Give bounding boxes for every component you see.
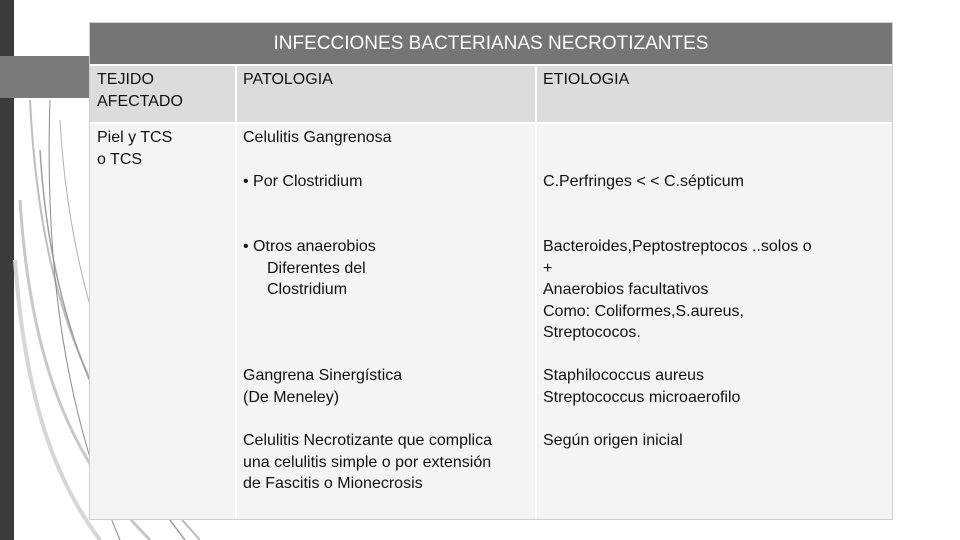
column-divider [235,66,237,519]
etiologia-gangrena-sinergistica: Staphilococcus aureus Streptococcus microaerofilo [543,367,741,406]
header-row [90,66,892,124]
header-patologia: PATOLOGIA [243,71,333,88]
table-title: INFECCIONES BACTERIANAS NECROTIZANTES [90,23,892,66]
celulitis-necrotizante: Celulitis Necrotizante que complica una celulitis simple o por extensión de Fascitis o Mionecrosis [243,432,492,492]
etiologia-clostridium: C.Perfringes < < C.sépticum [543,173,744,190]
etiologia-otros-anaerobios: Bacteroides,Peptostreptocos ..solos o + Anaerobios facultativos Como: Coliformes,S.aureus, Streptococos. [543,238,812,341]
header-tejido: TEJIDO AFECTADO [97,71,183,110]
column-divider [535,66,537,519]
header-etiologia: ETIOLOGIA [543,71,630,88]
tejido-cell: Piel y TCS o TCS [97,129,173,168]
otros-anaerobios: • Otros anaerobios Diferentes del Clostridium [243,238,376,298]
por-clostridium: • Por Clostridium [243,173,363,190]
necrotizing-infections-table [89,22,893,520]
etiologia-celulitis-necrotizante: Según origen inicial [543,432,683,449]
celulitis-gangrenosa: Celulitis Gangrenosa [243,129,392,146]
gangrena-sinergistica: Gangrena Sinergística (De Meneley) [243,367,403,406]
